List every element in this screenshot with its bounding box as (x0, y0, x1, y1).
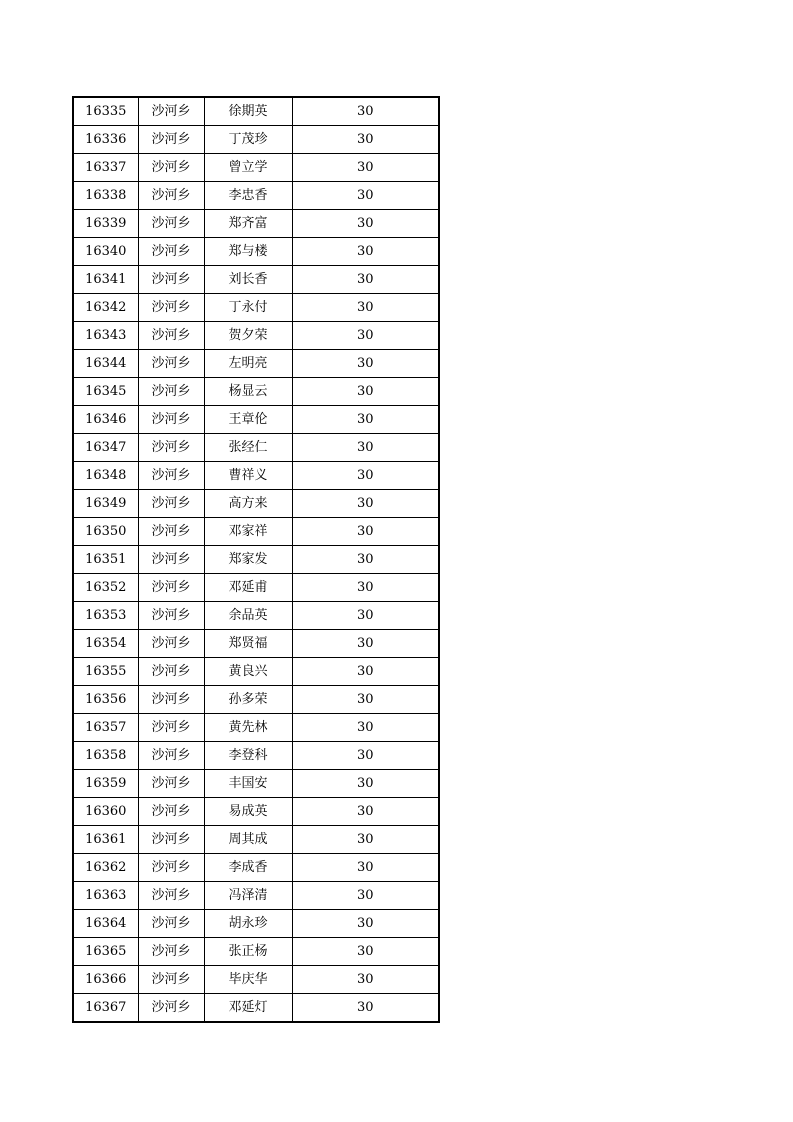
township-cell: 沙河乡 (138, 378, 204, 406)
data-table (72, 96, 440, 1023)
person-name-cell: 孙多荣 (204, 686, 292, 714)
amount-cell: 30 (292, 518, 439, 546)
record-id-cell: 16344 (73, 350, 138, 378)
township-cell: 沙河乡 (138, 126, 204, 154)
table-row (73, 994, 439, 1023)
table-row (73, 742, 439, 770)
person-name-cell: 黄良兴 (204, 658, 292, 686)
table-row (73, 574, 439, 602)
person-name-cell: 周其成 (204, 826, 292, 854)
record-id-cell: 16364 (73, 910, 138, 938)
amount-cell: 30 (292, 798, 439, 826)
record-id-cell: 16367 (73, 994, 138, 1023)
township-cell: 沙河乡 (138, 798, 204, 826)
record-id-cell: 16340 (73, 238, 138, 266)
record-id-cell: 16353 (73, 602, 138, 630)
record-id-cell: 16345 (73, 378, 138, 406)
person-name-cell: 曹祥义 (204, 462, 292, 490)
person-name-cell: 李成香 (204, 854, 292, 882)
amount-cell: 30 (292, 182, 439, 210)
record-id-cell: 16366 (73, 966, 138, 994)
person-name-cell: 毕庆华 (204, 966, 292, 994)
township-cell: 沙河乡 (138, 518, 204, 546)
township-cell: 沙河乡 (138, 938, 204, 966)
record-id-cell: 16350 (73, 518, 138, 546)
person-name-cell: 高方来 (204, 490, 292, 518)
township-cell: 沙河乡 (138, 238, 204, 266)
amount-cell: 30 (292, 630, 439, 658)
person-name-cell: 邓延甫 (204, 574, 292, 602)
township-cell: 沙河乡 (138, 826, 204, 854)
amount-cell: 30 (292, 910, 439, 938)
amount-cell: 30 (292, 294, 439, 322)
amount-cell: 30 (292, 266, 439, 294)
person-name-cell: 余品英 (204, 602, 292, 630)
record-id-cell: 16336 (73, 126, 138, 154)
township-cell: 沙河乡 (138, 97, 204, 126)
table-row (73, 630, 439, 658)
amount-cell: 30 (292, 126, 439, 154)
township-cell: 沙河乡 (138, 322, 204, 350)
township-cell: 沙河乡 (138, 966, 204, 994)
amount-cell: 30 (292, 210, 439, 238)
township-cell: 沙河乡 (138, 574, 204, 602)
record-id-cell: 16351 (73, 546, 138, 574)
record-id-cell: 16360 (73, 798, 138, 826)
amount-cell: 30 (292, 938, 439, 966)
person-name-cell: 左明亮 (204, 350, 292, 378)
table-row (73, 882, 439, 910)
table-row (73, 546, 439, 574)
table-row (73, 294, 439, 322)
amount-cell: 30 (292, 350, 439, 378)
record-id-cell: 16357 (73, 714, 138, 742)
township-cell: 沙河乡 (138, 910, 204, 938)
person-name-cell: 易成英 (204, 798, 292, 826)
person-name-cell: 贺夕荣 (204, 322, 292, 350)
person-name-cell: 黄先林 (204, 714, 292, 742)
table-row (73, 714, 439, 742)
township-cell: 沙河乡 (138, 686, 204, 714)
table-row (73, 210, 439, 238)
table-row (73, 322, 439, 350)
table-row (73, 490, 439, 518)
person-name-cell: 李登科 (204, 742, 292, 770)
table-row (73, 602, 439, 630)
township-cell: 沙河乡 (138, 294, 204, 322)
amount-cell: 30 (292, 490, 439, 518)
table-row (73, 266, 439, 294)
table-row (73, 350, 439, 378)
person-name-cell: 杨显云 (204, 378, 292, 406)
table-row (73, 378, 439, 406)
record-id-cell: 16347 (73, 434, 138, 462)
amount-cell: 30 (292, 770, 439, 798)
person-name-cell: 丰国安 (204, 770, 292, 798)
township-cell: 沙河乡 (138, 210, 204, 238)
table-row (73, 434, 439, 462)
amount-cell: 30 (292, 574, 439, 602)
table-row (73, 518, 439, 546)
amount-cell: 30 (292, 97, 439, 126)
amount-cell: 30 (292, 406, 439, 434)
table-row (73, 910, 439, 938)
amount-cell: 30 (292, 742, 439, 770)
township-cell: 沙河乡 (138, 490, 204, 518)
amount-cell: 30 (292, 882, 439, 910)
township-cell: 沙河乡 (138, 994, 204, 1023)
record-id-cell: 16361 (73, 826, 138, 854)
township-cell: 沙河乡 (138, 602, 204, 630)
table-body (73, 97, 439, 1022)
township-cell: 沙河乡 (138, 630, 204, 658)
table-row (73, 238, 439, 266)
table-row (73, 182, 439, 210)
record-id-cell: 16358 (73, 742, 138, 770)
table-row (73, 798, 439, 826)
table-row (73, 406, 439, 434)
table-row (73, 770, 439, 798)
record-id-cell: 16341 (73, 266, 138, 294)
person-name-cell: 丁茂珍 (204, 126, 292, 154)
record-id-cell: 16339 (73, 210, 138, 238)
township-cell: 沙河乡 (138, 182, 204, 210)
township-cell: 沙河乡 (138, 462, 204, 490)
amount-cell: 30 (292, 546, 439, 574)
amount-cell: 30 (292, 462, 439, 490)
record-id-cell: 16346 (73, 406, 138, 434)
table-row (73, 462, 439, 490)
township-cell: 沙河乡 (138, 154, 204, 182)
person-name-cell: 李忠香 (204, 182, 292, 210)
record-id-cell: 16343 (73, 322, 138, 350)
township-cell: 沙河乡 (138, 266, 204, 294)
table-row (73, 658, 439, 686)
person-name-cell: 郑齐富 (204, 210, 292, 238)
amount-cell: 30 (292, 966, 439, 994)
township-cell: 沙河乡 (138, 434, 204, 462)
record-id-cell: 16365 (73, 938, 138, 966)
person-name-cell: 郑贤福 (204, 630, 292, 658)
record-id-cell: 16338 (73, 182, 138, 210)
record-id-cell: 16356 (73, 686, 138, 714)
amount-cell: 30 (292, 154, 439, 182)
record-id-cell: 16335 (73, 97, 138, 126)
record-id-cell: 16355 (73, 658, 138, 686)
person-name-cell: 曾立学 (204, 154, 292, 182)
table-row (73, 826, 439, 854)
person-name-cell: 胡永珍 (204, 910, 292, 938)
township-cell: 沙河乡 (138, 546, 204, 574)
township-cell: 沙河乡 (138, 882, 204, 910)
person-name-cell: 郑与楼 (204, 238, 292, 266)
amount-cell: 30 (292, 658, 439, 686)
township-cell: 沙河乡 (138, 714, 204, 742)
amount-cell: 30 (292, 714, 439, 742)
table-row (73, 154, 439, 182)
record-id-cell: 16359 (73, 770, 138, 798)
amount-cell: 30 (292, 602, 439, 630)
amount-cell: 30 (292, 434, 439, 462)
person-name-cell: 刘长香 (204, 266, 292, 294)
table-row (73, 854, 439, 882)
amount-cell: 30 (292, 686, 439, 714)
record-id-cell: 16354 (73, 630, 138, 658)
person-name-cell: 邓延灯 (204, 994, 292, 1023)
amount-cell: 30 (292, 826, 439, 854)
record-id-cell: 16363 (73, 882, 138, 910)
record-id-cell: 16342 (73, 294, 138, 322)
township-cell: 沙河乡 (138, 770, 204, 798)
record-id-cell: 16349 (73, 490, 138, 518)
table-row (73, 97, 439, 126)
table-row (73, 966, 439, 994)
person-name-cell: 丁永付 (204, 294, 292, 322)
township-cell: 沙河乡 (138, 854, 204, 882)
amount-cell: 30 (292, 994, 439, 1023)
amount-cell: 30 (292, 378, 439, 406)
amount-cell: 30 (292, 322, 439, 350)
record-id-cell: 16348 (73, 462, 138, 490)
township-cell: 沙河乡 (138, 658, 204, 686)
person-name-cell: 郑家发 (204, 546, 292, 574)
person-name-cell: 王章伦 (204, 406, 292, 434)
township-cell: 沙河乡 (138, 406, 204, 434)
record-id-cell: 16337 (73, 154, 138, 182)
person-name-cell: 张正杨 (204, 938, 292, 966)
person-name-cell: 邓家祥 (204, 518, 292, 546)
person-name-cell: 冯泽清 (204, 882, 292, 910)
person-name-cell: 张经仁 (204, 434, 292, 462)
amount-cell: 30 (292, 854, 439, 882)
township-cell: 沙河乡 (138, 742, 204, 770)
table-row (73, 686, 439, 714)
amount-cell: 30 (292, 238, 439, 266)
table-row (73, 938, 439, 966)
table-row (73, 126, 439, 154)
record-id-cell: 16352 (73, 574, 138, 602)
township-cell: 沙河乡 (138, 350, 204, 378)
record-id-cell: 16362 (73, 854, 138, 882)
person-name-cell: 徐期英 (204, 97, 292, 126)
